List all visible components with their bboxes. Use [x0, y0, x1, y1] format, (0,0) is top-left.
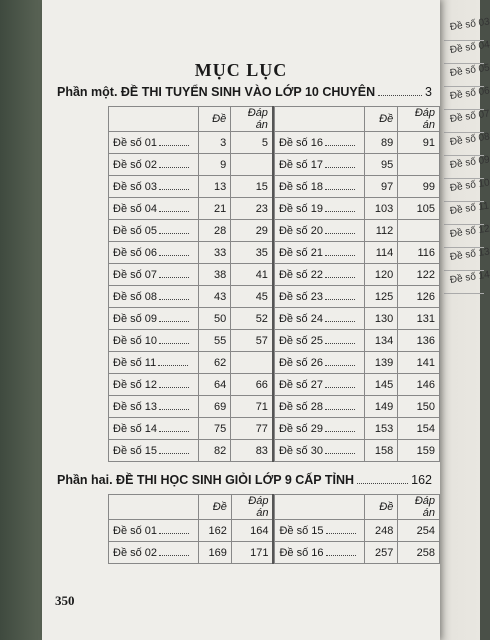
entry-de-page: 145: [365, 374, 398, 396]
entry-dapan-page: 23: [231, 198, 273, 220]
entry-de-page: 95: [365, 154, 398, 176]
entry-dapan-page: 154: [398, 418, 440, 440]
leader-dots: [159, 145, 189, 146]
entry-dapan-page: 29: [231, 220, 273, 242]
entry-name-cell: [275, 542, 365, 564]
entry-name-cell: [109, 352, 199, 374]
header-dapan: Đáp án: [398, 107, 440, 132]
part-two-heading: [57, 473, 432, 487]
entry-name: Đề số 24: [278, 312, 323, 325]
part-two-page: 162: [411, 473, 432, 487]
entry-de-page: 120: [365, 264, 398, 286]
entry-name: Đề số 15: [113, 444, 158, 457]
leader-dots: [158, 365, 188, 366]
leader-dots: [325, 145, 355, 146]
entry-name: Đề số 28: [278, 400, 323, 413]
entry-name-cell: [274, 154, 364, 176]
facing-page-entry: Đề số 03: [449, 16, 490, 33]
table-row: [109, 352, 440, 374]
facing-page: [440, 0, 490, 640]
leader-dots: [325, 409, 355, 410]
entry-name: Đề số 19: [278, 202, 323, 215]
table-row: [109, 418, 440, 440]
entry-name: Đề số 29: [278, 422, 323, 435]
entry-name: Đề số 03: [113, 180, 158, 193]
page-number: 350: [55, 593, 75, 608]
facing-page-rule: [444, 293, 484, 294]
facing-page-entry: Đề số 09: [449, 154, 490, 171]
leader-dots: [159, 167, 189, 168]
entry-dapan-page: [231, 154, 273, 176]
leader-dots: [159, 299, 189, 300]
entry-name-cell: [109, 220, 199, 242]
entry-name-cell: [274, 176, 364, 198]
entry-dapan-page: 99: [398, 176, 440, 198]
entry-de-page: 162: [198, 520, 231, 542]
entry-de-page: 248: [365, 520, 398, 542]
entry-name-cell: [109, 418, 199, 440]
entry-name-cell: [274, 352, 364, 374]
entry-name: Đề số 05: [113, 224, 158, 237]
entry-name: Đề số 02: [113, 158, 158, 171]
entry-name-cell: [274, 374, 364, 396]
entry-name: Đề số 07: [113, 268, 158, 281]
entry-dapan-page: [398, 154, 440, 176]
header-de: Đề: [365, 495, 398, 520]
entry-dapan-page: 45: [231, 286, 273, 308]
page-title: MỤC LỤC: [194, 60, 288, 80]
entry-name: Đề số 01: [113, 524, 158, 537]
leader-dots: [378, 95, 422, 96]
entry-name-cell: [109, 154, 199, 176]
facing-page-entry: Đề số 14: [449, 269, 490, 286]
entry-de-page: 75: [199, 418, 231, 440]
entry-de-page: 112: [365, 220, 398, 242]
entry-de-page: 69: [199, 396, 231, 418]
entry-name: Đề số 23: [278, 290, 323, 303]
leader-dots: [325, 365, 355, 366]
entry-dapan-page: [231, 352, 273, 374]
entry-dapan-page: 171: [231, 542, 273, 564]
entry-name-cell: [275, 520, 365, 542]
leader-dots: [325, 321, 355, 322]
entry-de-page: 55: [199, 330, 231, 352]
entry-name: Đề số 27: [278, 378, 323, 391]
entry-dapan-page: 126: [398, 286, 440, 308]
entry-de-page: 33: [199, 242, 231, 264]
leader-dots: [159, 211, 189, 212]
entry-name: Đề số 18: [278, 180, 323, 193]
entry-name: Đề số 30: [278, 444, 323, 457]
entry-name-cell: [109, 264, 199, 286]
entry-dapan-page: 57: [231, 330, 273, 352]
entry-de-page: 97: [365, 176, 398, 198]
leader-dots: [159, 453, 189, 454]
book-page: [42, 0, 440, 640]
entry-name: Đề số 15: [279, 524, 324, 537]
entry-name-cell: [109, 242, 199, 264]
entry-name-cell: [274, 330, 364, 352]
entry-name-cell: [274, 396, 364, 418]
entry-de-page: 62: [199, 352, 231, 374]
entry-name-cell: [109, 440, 199, 462]
header-dapan: Đáp án: [231, 495, 273, 520]
entry-name-cell: [109, 396, 199, 418]
header-blank: [109, 107, 199, 132]
entry-dapan-page: 141: [398, 352, 440, 374]
entry-de-page: 257: [365, 542, 398, 564]
leader-dots: [159, 321, 189, 322]
header-dapan: Đáp án: [398, 495, 440, 520]
leader-dots: [325, 299, 355, 300]
entry-name-cell: [109, 198, 199, 220]
header-blank: [275, 495, 365, 520]
entry-dapan-page: 15: [231, 176, 273, 198]
leader-dots: [325, 453, 355, 454]
table-row: [109, 542, 440, 564]
leader-dots: [325, 167, 355, 168]
entry-dapan-page: 52: [231, 308, 273, 330]
entry-de-page: 64: [199, 374, 231, 396]
entry-name: Đề số 08: [113, 290, 158, 303]
leader-dots: [325, 211, 355, 212]
entry-name-cell: [274, 286, 364, 308]
entry-dapan-page: 77: [231, 418, 273, 440]
table-row: [109, 520, 440, 542]
entry-dapan-page: 5: [231, 132, 273, 154]
table-row: [109, 330, 440, 352]
header-de: Đề: [198, 495, 231, 520]
leader-dots: [326, 555, 356, 556]
entry-name-cell: [109, 542, 199, 564]
entry-de-page: 130: [365, 308, 398, 330]
entry-name-cell: [274, 418, 364, 440]
leader-dots: [325, 387, 355, 388]
leader-dots: [159, 343, 189, 344]
entry-name: Đề số 02: [113, 546, 158, 559]
header-de: Đề: [199, 107, 231, 132]
entry-dapan-page: 159: [398, 440, 440, 462]
table-row: [109, 308, 440, 330]
entry-dapan-page: 116: [398, 242, 440, 264]
entry-dapan-page: 131: [398, 308, 440, 330]
entry-dapan-page: 258: [398, 542, 440, 564]
part-one-page: 3: [425, 85, 432, 99]
entry-name-cell: [274, 132, 364, 154]
facing-page-entry: Đề số 12: [449, 223, 490, 240]
part-two-table: [108, 494, 440, 564]
entry-dapan-page: 71: [231, 396, 273, 418]
entry-dapan-page: 105: [398, 198, 440, 220]
entry-name-cell: [109, 308, 199, 330]
entry-dapan-page: 164: [231, 520, 273, 542]
entry-de-page: 28: [199, 220, 231, 242]
leader-dots: [159, 189, 189, 190]
entry-de-page: 103: [365, 198, 398, 220]
entry-name-cell: [109, 330, 199, 352]
table-row: [109, 176, 440, 198]
entry-name: Đề số 12: [113, 378, 158, 391]
facing-page-entry: Đề số 11: [449, 200, 490, 217]
entry-name: Đề số 22: [278, 268, 323, 281]
entry-dapan-page: 122: [398, 264, 440, 286]
entry-de-page: 9: [199, 154, 231, 176]
leader-dots: [325, 431, 355, 432]
entry-de-page: 3: [199, 132, 231, 154]
entry-name-cell: [274, 308, 364, 330]
entry-de-page: 158: [365, 440, 398, 462]
entry-de-page: 50: [199, 308, 231, 330]
entry-de-page: 43: [199, 286, 231, 308]
leader-dots: [159, 533, 189, 534]
leader-dots: [326, 533, 356, 534]
header-blank: [274, 107, 364, 132]
entry-name-cell: [274, 242, 364, 264]
entry-name-cell: [109, 132, 199, 154]
header-dapan: Đáp án: [231, 107, 273, 132]
entry-de-page: 139: [365, 352, 398, 374]
entry-name: Đề số 25: [278, 334, 323, 347]
entry-de-page: 89: [365, 132, 398, 154]
leader-dots: [325, 233, 355, 234]
part-one-table: [108, 106, 440, 462]
table-row: [109, 264, 440, 286]
entry-dapan-page: 150: [398, 396, 440, 418]
entry-de-page: 82: [199, 440, 231, 462]
entry-name: Đề số 09: [113, 312, 158, 325]
entry-name: Đề số 13: [113, 400, 158, 413]
table-row: [109, 396, 440, 418]
part-one-label: Phần một. ĐỀ THI TUYỂN SINH VÀO LỚP 10 CHUYÊN: [57, 85, 376, 99]
leader-dots: [159, 255, 189, 256]
entry-name: Đề số 20: [278, 224, 323, 237]
entry-name-cell: [274, 198, 364, 220]
entry-de-page: 13: [199, 176, 231, 198]
leader-dots: [159, 431, 189, 432]
entry-dapan-page: 254: [398, 520, 440, 542]
entry-name: Đề số 04: [113, 202, 158, 215]
entry-name: Đề số 16: [278, 136, 323, 149]
table-row: [109, 220, 440, 242]
entry-dapan-page: 83: [231, 440, 273, 462]
table-row: [109, 154, 440, 176]
table-row: [109, 198, 440, 220]
entry-de-page: 169: [198, 542, 231, 564]
entry-de-page: 21: [199, 198, 231, 220]
leader-dots: [325, 255, 355, 256]
leader-dots: [325, 343, 355, 344]
facing-page-entry: Đề số 05: [449, 62, 490, 79]
entry-name-cell: [109, 176, 199, 198]
table-row: [109, 242, 440, 264]
facing-page-entry: Đề số 10: [449, 177, 490, 194]
entry-de-page: 114: [365, 242, 398, 264]
entry-dapan-page: [398, 220, 440, 242]
leader-dots: [159, 409, 189, 410]
entry-dapan-page: 146: [398, 374, 440, 396]
entry-name: Đề số 26: [278, 356, 323, 369]
entry-dapan-page: 41: [231, 264, 273, 286]
table-row: [109, 132, 440, 154]
entry-name-cell: [109, 286, 199, 308]
leader-dots: [159, 387, 189, 388]
leader-dots: [159, 233, 189, 234]
entry-de-page: 134: [365, 330, 398, 352]
entry-name: Đề số 21: [278, 246, 323, 259]
entry-de-page: 125: [365, 286, 398, 308]
table-row: [109, 440, 440, 462]
entry-name: Đề số 06: [113, 246, 158, 259]
facing-page-entry: Đề số 06: [449, 85, 490, 102]
entry-name-cell: [109, 374, 199, 396]
leader-dots: [159, 555, 189, 556]
entry-name-cell: [274, 264, 364, 286]
entry-de-page: 153: [365, 418, 398, 440]
leader-dots: [325, 189, 355, 190]
header-de: Đề: [365, 107, 398, 132]
entry-de-page: 38: [199, 264, 231, 286]
entry-name: Đề số 14: [113, 422, 158, 435]
leader-dots: [357, 483, 408, 484]
entry-dapan-page: 91: [398, 132, 440, 154]
entry-dapan-page: 35: [231, 242, 273, 264]
table-header-row: [109, 107, 440, 132]
facing-page-entry: Đề số 13: [449, 246, 490, 263]
table-row: [109, 286, 440, 308]
entry-name: Đề số 17: [278, 158, 323, 171]
leader-dots: [325, 277, 355, 278]
entry-name: Đề số 01: [113, 136, 158, 149]
facing-page-entry: Đề số 07: [449, 108, 490, 125]
facing-page-entry: Đề số 08: [449, 131, 490, 148]
entry-name: Đề số 11: [113, 356, 157, 369]
facing-page-entry: Đề số 04: [449, 39, 490, 56]
entry-dapan-page: 136: [398, 330, 440, 352]
entry-de-page: 149: [365, 396, 398, 418]
table-row: [109, 374, 440, 396]
header-blank: [109, 495, 199, 520]
leader-dots: [159, 277, 189, 278]
part-two-label: Phần hai. ĐỀ THI HỌC SINH GIỎI LỚP 9 CẤP TỈNH: [57, 473, 355, 487]
entry-name: Đề số 10: [113, 334, 158, 347]
entry-name-cell: [274, 220, 364, 242]
entry-name: Đề số 16: [279, 546, 324, 559]
part-one-heading: [57, 85, 432, 99]
entry-dapan-page: 66: [231, 374, 273, 396]
entry-name-cell: [109, 520, 199, 542]
entry-name-cell: [274, 440, 364, 462]
table-header-row: [109, 495, 440, 520]
